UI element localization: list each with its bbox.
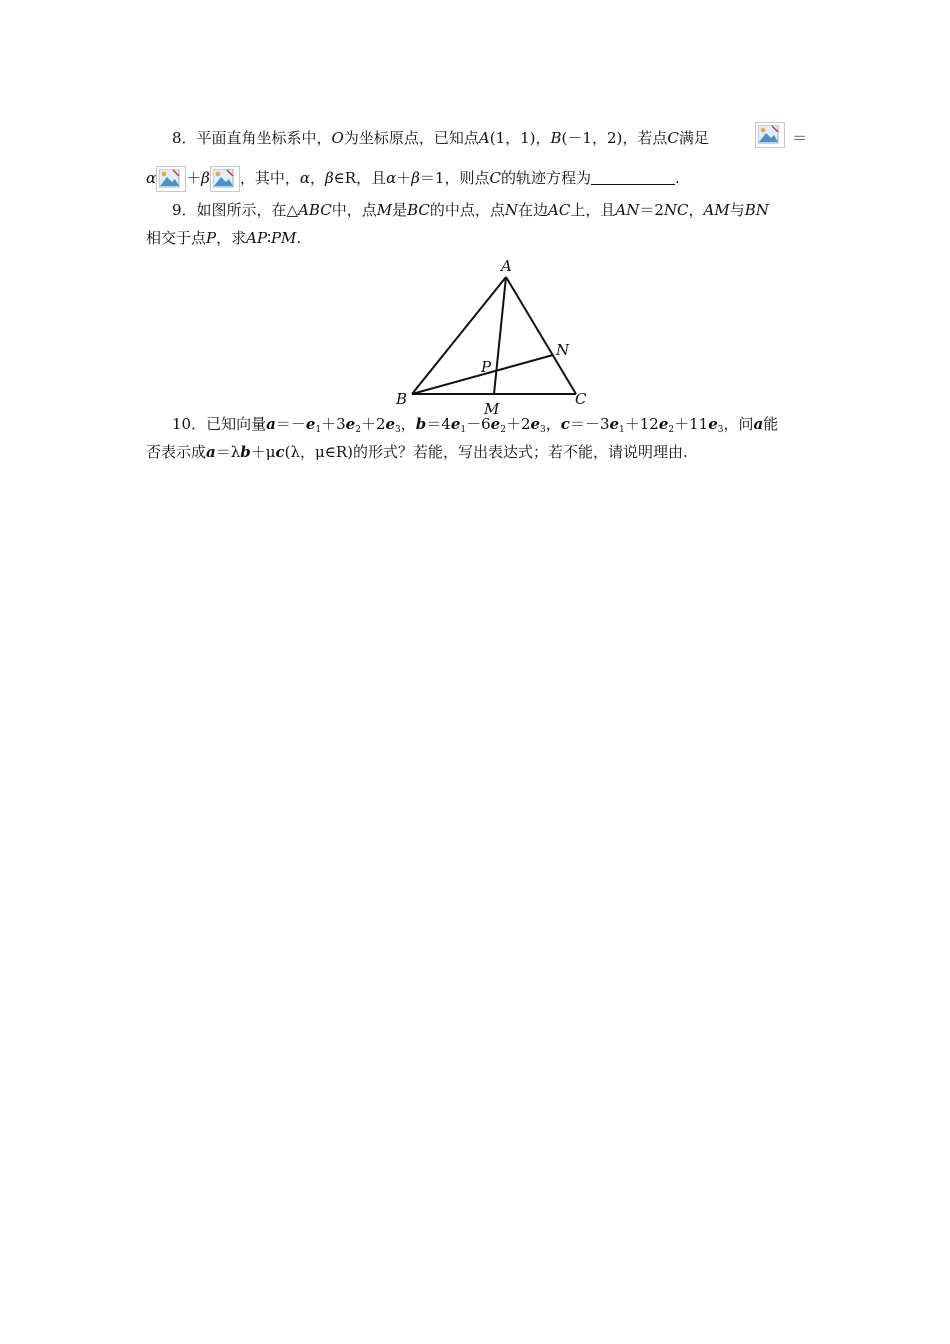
var: AN — [615, 201, 640, 219]
text: ∈R，且 — [333, 169, 387, 187]
var: M — [376, 201, 393, 219]
text: 否表示成 — [146, 443, 207, 461]
problem-10-line-2 — [146, 442, 688, 462]
eq-sign — [792, 128, 807, 148]
label-M: M — [484, 400, 500, 418]
triangle-figure — [390, 255, 600, 420]
text: 9．如图所示，在△ — [172, 201, 299, 219]
text: ∶ — [267, 229, 271, 247]
var-alpha: α — [146, 169, 157, 187]
text: 10．已知向量 — [172, 415, 267, 433]
text: ＝－ — [275, 415, 306, 433]
text: 中，点 — [331, 201, 377, 219]
vec-e: e — [708, 415, 718, 433]
var-O: O — [331, 129, 344, 147]
text: 满足 — [678, 129, 709, 147]
broken-image-icon — [755, 122, 785, 148]
text: ， — [545, 415, 561, 433]
vec-c: c — [275, 443, 285, 461]
answer-blank[interactable] — [591, 170, 675, 185]
var: N — [504, 201, 519, 219]
var-B: B — [550, 129, 562, 147]
text: 为坐标原点，已知点 — [343, 129, 479, 147]
text: ＋μ — [250, 443, 276, 461]
vec-e: e — [345, 415, 356, 433]
text: ＝ — [792, 129, 808, 147]
text: ＝2 — [639, 201, 664, 219]
label-N: N — [556, 341, 570, 359]
text: 是 — [392, 201, 408, 219]
problem-8-line-1 — [172, 128, 709, 148]
text: ＝4 — [426, 415, 451, 433]
vec-a: a — [266, 415, 276, 433]
var-C: C — [667, 129, 679, 147]
text: 的中点，点 — [429, 201, 505, 219]
text: ＝λ — [215, 443, 241, 461]
subscript: 3 — [540, 425, 546, 435]
var: NC — [663, 201, 689, 219]
vec-e: e — [530, 415, 541, 433]
broken-image-1 — [755, 122, 785, 148]
vec-e: e — [490, 415, 501, 433]
var-C: C — [489, 169, 501, 187]
text: ，问 — [723, 415, 754, 433]
text: ＋ — [186, 169, 202, 187]
text: 上，且 — [570, 201, 616, 219]
subscript: 2 — [355, 425, 361, 435]
text: (1，1)， — [489, 129, 551, 147]
segment-AM — [494, 277, 506, 394]
text: (λ，μ∈R)的形式？若能，写出表达式；若不能，请说明理由. — [284, 443, 688, 461]
var: AC — [548, 201, 571, 219]
text: ＝－3 — [569, 415, 610, 433]
broken-image-icon — [156, 166, 186, 192]
text: ＋12 — [624, 415, 659, 433]
edge-AB — [412, 277, 506, 394]
vec-e: e — [450, 415, 461, 433]
problem-9-line-1 — [172, 200, 769, 220]
text: 与 — [729, 201, 745, 219]
problem-8-line-2 — [146, 166, 680, 192]
var-beta: β — [325, 169, 334, 187]
vec-e: e — [658, 415, 669, 433]
problem-9-line-2 — [146, 228, 301, 248]
text: 能 — [763, 415, 779, 433]
vec-e: e — [305, 415, 316, 433]
vec-e: e — [609, 415, 620, 433]
subscript: 3 — [717, 425, 724, 435]
var-alpha: α — [386, 169, 397, 187]
subscript: 2 — [500, 425, 506, 435]
text: 在边 — [518, 201, 549, 219]
label-B: B — [396, 390, 408, 408]
var-A: A — [478, 129, 490, 147]
var-beta: β — [411, 169, 420, 187]
subscript: 2 — [668, 425, 675, 435]
text: ＋11 — [674, 415, 709, 433]
problem-10-line-1 — [172, 414, 778, 440]
vec-b: b — [240, 443, 251, 461]
edge-AC — [506, 277, 576, 394]
label-A: A — [501, 257, 512, 275]
label-P: P — [481, 358, 492, 376]
text: ＋2 — [360, 415, 386, 433]
label-C: C — [575, 390, 587, 408]
var: P — [206, 229, 217, 247]
var: ABC — [298, 201, 332, 219]
text: . — [674, 169, 680, 187]
var: AP — [246, 229, 268, 247]
text: ＋ — [396, 169, 412, 187]
var-alpha: α — [299, 169, 310, 187]
broken-image-icon — [210, 166, 240, 192]
text: 8．平面直角坐标系中， — [172, 129, 332, 147]
text: ＋3 — [321, 415, 346, 433]
text: ＝1，则点 — [419, 169, 490, 187]
subscript: 1 — [619, 425, 625, 435]
vec-a: a — [206, 443, 216, 461]
text: ， — [309, 169, 325, 187]
var: BC — [407, 201, 430, 219]
vec-e: e — [385, 415, 396, 433]
var-beta: β — [201, 169, 210, 187]
var: BN — [744, 201, 769, 219]
text: (－1，2)，若点 — [561, 129, 668, 147]
text: ， — [400, 415, 416, 433]
text: ＋2 — [505, 415, 531, 433]
subscript: 1 — [315, 425, 322, 435]
text: . — [296, 229, 302, 247]
text: ， — [688, 201, 704, 219]
vec-c: c — [560, 415, 570, 433]
vec-a: a — [753, 415, 764, 433]
var: PM — [270, 229, 297, 247]
text: 相交于点 — [146, 229, 207, 247]
var: AM — [703, 201, 730, 219]
subscript: 3 — [395, 425, 401, 435]
vec-b: b — [415, 415, 427, 433]
text: ，求 — [216, 229, 247, 247]
text: 的轨迹方程为 — [500, 169, 591, 187]
text: －6 — [466, 415, 491, 433]
text: ，其中， — [239, 169, 300, 187]
subscript: 1 — [460, 425, 467, 435]
